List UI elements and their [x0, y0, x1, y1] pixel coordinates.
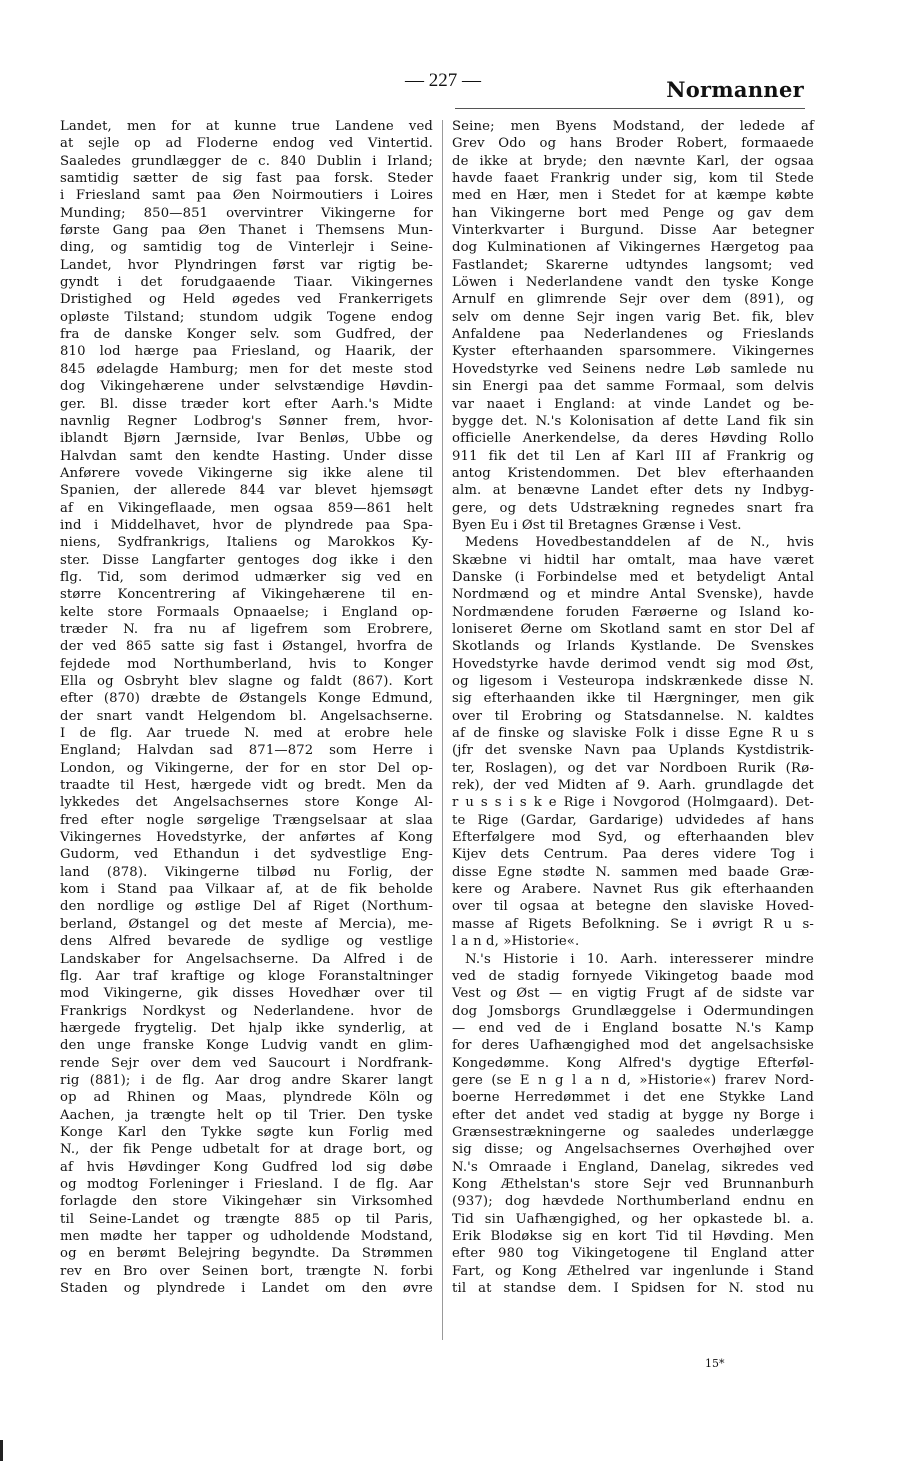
text-line: der ved 865 satte sig fast i Østangel, hvorfra de	[60, 639, 433, 655]
text-line: traadte til Hest, hærgede vidt og bredt. Men da	[60, 778, 433, 794]
text-line: var naaet i England: at vinde Landet og be-	[452, 396, 814, 412]
page-number: — 227 —	[405, 70, 481, 91]
text-line: Erik Blodøkse sig en kort Tid til Høvding. Men	[452, 1229, 814, 1244]
text-line: af hvis Høvdinger Kong Gudfred lod sig døbe	[60, 1159, 433, 1175]
text-line: dog Jomsborgs Grundlæggelse i Odermundingen	[452, 1003, 814, 1019]
printer-signature: 15*	[705, 1357, 725, 1370]
text-line: han Vikingerne bort med Penge og gav dem	[452, 205, 814, 221]
text-line: op ad Rhinen og Maas, plyndrede Köln og	[60, 1090, 433, 1106]
text-line: Aachen, ja trængte helt op til Trier. Den tyske	[60, 1107, 433, 1123]
text-line: Kijev dets Centrum. Paa deres videre Tog i	[452, 847, 814, 863]
right-column	[452, 118, 814, 1297]
text-line: land (878). Vikingerne tilbød nu Forlig, der	[60, 864, 433, 880]
text-line: fejdede mod Northumberland, hvis to Konger	[60, 656, 433, 672]
text-line: og modtog Forleninger i Friesland. I de flg. Aar	[60, 1176, 433, 1192]
column-divider	[442, 120, 443, 1340]
text-line: sig disse; og Angelsachsernes Overhøjhed over	[452, 1142, 814, 1158]
text-line: boerne Herredømmet i det ene Stykke Land	[452, 1090, 814, 1106]
text-line: navnlig Regner Lodbrog's Sønner frem, hvor-	[60, 413, 433, 429]
scan-edge-mark	[0, 1440, 3, 1461]
text-line: i Friesland samt paa Øen Noirmoutiers i Loires	[60, 188, 433, 204]
text-line: England; Halvdan sad 871—872 som Herre i	[60, 743, 433, 759]
text-line: Konge Karl den Tykke søgte kun Forlig med	[60, 1124, 433, 1140]
text-line: og en berømt Belejring begyndte. Da Strømmen	[60, 1246, 433, 1262]
text-line: havde faaet Frankrig under sig, kom til Stede	[452, 171, 814, 187]
text-line: over til Erobring og Statsdannelse. N. kaldtes	[452, 708, 814, 724]
text-line: disse Egne stødte N. sammen med baade Græ-	[452, 864, 814, 880]
text-line: kom i Stand paa Vilkaar af, at de fik beholde	[60, 882, 433, 898]
text-line: Hovedstyrke ved Seinens nedre Løb samlede nu	[452, 361, 814, 377]
text-line: til at standse dem. I Spidsen for N. stod nu	[452, 1281, 814, 1297]
text-line: ter, Roslagen), og det var Nordboen Rurik (Rø-	[452, 760, 814, 776]
text-line: rende Sejr over dem ved Saucourt i Nordfrank-	[60, 1055, 433, 1071]
text-line: med en Hær, men i Stedet for at kæmpe købte	[452, 188, 814, 204]
text-line: Staden og plyndrede i Landet om den øvre	[60, 1281, 433, 1297]
text-line: Nordmændene foruden Færøerne og Island ko-	[452, 604, 814, 620]
text-line: officielle Anerkendelse, da deres Høvding Rollo	[452, 431, 814, 447]
text-line: Spanien, der allerede 844 var blevet hjemsøgt	[60, 483, 433, 499]
text-line: — end ved de i England bosatte N.'s Kamp	[452, 1020, 814, 1036]
text-line: flg. Aar traf kraftige og kloge Foranstaltninger	[60, 968, 433, 984]
text-line: I de flg. Aar truede N. med at erobre hele	[60, 726, 433, 742]
text-line: niens, Sydfrankrigs, Italiens og Marokkos Ky-	[60, 535, 433, 551]
text-line: Danske (i Forbindelse med et betydeligt Antal	[452, 569, 814, 585]
text-line: Landet, hvor Plyndringen først var rigtig be-	[60, 257, 433, 273]
text-line: af de finske og slaviske Folk i disse Egne R u s	[452, 726, 814, 742]
text-line: men mødte her tapper og udholdende Modstand,	[60, 1229, 433, 1244]
text-line: ding, og samtidig tog de Vinterlejr i Seine-	[60, 240, 433, 256]
text-line: alm. at benævne Landet efter dets ny Indbyg-	[452, 483, 814, 499]
text-line: ved de stadig fornyede Vikingetog baade mod	[452, 968, 814, 984]
text-line: efter 980 tog Vikingetogene til England atter	[452, 1246, 814, 1262]
text-line: r u s s i s k e Rige i Novgorod (Holmgaard). Det-	[452, 795, 814, 811]
text-line: Saaledes grundlægger de c. 840 Dublin i Irland;	[60, 153, 433, 169]
text-line: iblandt Bjørn Jærnside, Ivar Benløs, Ubbe og	[60, 431, 433, 447]
left-column	[60, 118, 433, 1297]
text-line: te Rige (Gardar, Gardarige) udvidedes af hans	[452, 812, 814, 828]
text-line: Grev Odo og hans Broder Robert, formaaede	[452, 136, 814, 152]
text-line: at sejle op ad Floderne endog ved Vintertid.	[60, 136, 433, 152]
text-line: N., der fik Penge udbetalt for at drage bort, og	[60, 1142, 433, 1158]
text-line: Löwen i Nederlandene vandt den tyske Konge	[452, 275, 814, 291]
text-line: Vinterkvarter i Burgund. Disse Aar betegner	[452, 223, 814, 239]
text-line: Efterfølgere mod Syd, og efterhaanden blev	[452, 830, 814, 846]
text-line: efter (870) dræbte de Østangels Konge Edmund,	[60, 691, 433, 707]
text-line: forlagde den store Vikingehær sin Virksomhed	[60, 1194, 433, 1210]
text-line: den unge franske Konge Ludvig vandt en glim-	[60, 1038, 433, 1054]
header-rule	[455, 108, 805, 109]
text-line: Anfaldene paa Nederlandenes og Frieslands	[452, 327, 814, 343]
text-line: Anførere vovede Vikingerne sig ikke alene til	[60, 465, 433, 481]
text-line: loniseret Øerne om Skotland samt en stor Del af	[452, 621, 814, 637]
text-line: flg. Tid, som derimod udmærker sig ved en	[60, 569, 433, 585]
text-line: over til ogsaa at betegne den slaviske Hoved-	[452, 899, 814, 915]
text-line: sin Energi paa det samme Formaal, som delvis	[452, 379, 814, 395]
text-line: fra de danske Konger selv. som Gudfred, der	[60, 327, 433, 343]
text-line: masse af Rigets Befolkning. Se i øvrigt R u s-	[452, 916, 814, 932]
text-line: Skæbne vi hidtil har omtalt, maa have været	[452, 552, 814, 568]
text-line: Medens Hovedbestanddelen af de N., hvis	[465, 535, 814, 551]
text-line: berland, Østangel og det meste af Mercia), me-	[60, 916, 433, 932]
text-line: dog Vikingehærene under selvstændige Høvdin-	[60, 379, 433, 395]
text-line: samtidig sætter de sig fast paa forsk. Steder	[60, 171, 433, 187]
text-line: der snart vandt Helgendom bl. Angelsachserne.	[60, 708, 433, 724]
text-line: fred efter nogle sørgelige Trængselsaar at slaa	[60, 812, 433, 828]
text-line: større Koncentrering af Vikingehærene til en-	[60, 587, 433, 603]
text-line: 845 ødelagde Hamburg; men for det meste stod	[60, 361, 433, 377]
text-line: Arnulf en glimrende Sejr over dem (891), og	[452, 292, 814, 308]
text-line: Frankrigs Nordkyst og Nederlandene. hvor de	[60, 1003, 433, 1019]
text-line: for deres Uafhængighed mod det angelsachsiske	[452, 1038, 814, 1054]
text-line: Byen Eu i Øst til Bretagnes Grænse i Vest.	[452, 517, 742, 533]
page-header	[0, 0, 920, 110]
text-line: Nordmænd og et mindre Antal Svenske), havde	[452, 587, 814, 603]
text-line: (937); dog hævdede Northumberland endnu en	[452, 1194, 814, 1210]
text-line: Fart, og Kong Æthelred var ingenlunde i Stand	[452, 1263, 814, 1279]
text-line: træder N. fra nu af ligefrem som Erobrere,	[60, 621, 433, 637]
text-line: de ikke at bryde; den nævnte Karl, der ogsaa	[452, 153, 814, 169]
text-line: til Seine-Landet og trængte 885 op til Paris,	[60, 1211, 433, 1227]
text-line: Kyster efterhaanden sparsommere. Vikingernes	[452, 344, 814, 360]
text-line: kere og Arabere. Navnet Rus gik efterhaanden	[452, 882, 814, 898]
text-line: sig efterhaanden ikke til Hærgninger, men gik	[452, 691, 814, 707]
text-line: mod Vikingerne, gik disses Hovedhær over til	[60, 986, 433, 1002]
text-line: gere, og dets Udstrækning regnedes snart fra	[452, 500, 814, 516]
text-line: rek), der ved Midten af 9. Aarh. grundlagde det	[452, 778, 814, 794]
text-line: ger. Bl. disse træder kort efter Aarh.'s Midte	[60, 396, 433, 412]
text-line: gyndt i det forudgaaende Tiaar. Vikingernes	[60, 275, 433, 291]
text-line: Fastlandet; Skarerne udtyndes langsomt; ved	[452, 257, 814, 273]
text-line: af en Vikingeflaade, men ogsaa 859—861 helt	[60, 500, 433, 516]
text-line: 810 lod hærge paa Friesland, og Haarik, der	[60, 344, 433, 360]
text-line: dog Kulminationen af Vikingernes Hærgetog paa	[452, 240, 814, 256]
text-line: Vikingernes Hovedstyrke, der anførtes af Kong	[60, 830, 433, 846]
text-line: London, og Vikingerne, der for en stor Del op-	[60, 760, 433, 776]
text-line: 911 fik det til Len af Karl III af Frankrig og	[452, 448, 814, 464]
text-line: l a n d, »Historie«.	[452, 934, 580, 950]
text-line: Vest og Øst — en vigtig Frugt af de sidste var	[452, 986, 814, 1002]
text-line: Skotlands og Irlands Kystlande. De Svenskes	[452, 639, 814, 655]
text-line: Grænsestrækningerne og saaledes underlægge	[452, 1124, 814, 1140]
text-line: Kongedømme. Kong Alfred's dygtige Efterføl-	[452, 1055, 814, 1071]
text-line: bygge det. N.'s Kolonisation af dette Land fik sin	[452, 413, 814, 429]
text-line: den nordlige og østlige Del af Riget (Northum-	[60, 899, 433, 915]
text-line: Tid sin Uafhængighed, og her opkastede bl. a.	[452, 1211, 814, 1227]
text-line: Seine; men Byens Modstand, der ledede af	[452, 119, 814, 134]
text-line: (jfr det svenske Navn paa Uplands Kystdistrik-	[452, 743, 814, 759]
text-line: Landet, men for at kunne true Landene ved	[60, 119, 433, 134]
text-line: Munding; 850—851 overvintrer Vikingerne for	[60, 205, 433, 221]
text-line: første Gang paa Øen Thanet i Themsens Mun-	[60, 223, 433, 239]
text-line: opløste Tilstand; stundom udgik Togene endog	[60, 309, 433, 325]
text-line: Kong Æthelstan's store Sejr ved Brunnanburh	[452, 1176, 814, 1192]
text-line: rev en Bro over Seinen bort, trængte N. forbi	[60, 1263, 433, 1279]
text-line: hærgede frygtelig. Det hjalp ikke synderlig, at	[60, 1020, 433, 1036]
text-line: Ella og Osbryht blev slagne og faldt (867). Kort	[60, 674, 433, 689]
text-line: og ligesom i Vesteuropa indskrænkede disse N.	[452, 674, 814, 689]
text-line: ind i Middelhavet, hvor de plyndrede paa Spa-	[60, 517, 433, 533]
text-line: Hovedstyrke havde derimod vendt sig mod Øst,	[452, 656, 814, 672]
text-line: lykkedes det Angelsachsernes store Konge Al-	[60, 795, 433, 811]
text-line: gere (se E n g l a n d, »Historie«) frarev Nord-	[452, 1072, 814, 1088]
text-line: Landskaber for Angelsachserne. Da Alfred i de	[60, 951, 433, 967]
text-line: N.'s Omraade i England, Danelag, sikredes ved	[452, 1159, 814, 1175]
text-line: ster. Disse Langfarter gentoges dog ikke i den	[60, 552, 433, 568]
text-line: efter det andet ved stadig at bygge ny Borge i	[452, 1107, 814, 1123]
text-line: Gudorm, ved Ethandun i det sydvestlige Eng-	[60, 847, 433, 863]
text-line: antog Kristendommen. Det blev efterhaanden	[452, 465, 814, 481]
running-head: Normanner	[666, 77, 804, 102]
text-line: Halvdan samt den kendte Hasting. Under disse	[60, 448, 433, 464]
text-line: N.'s Historie i 10. Aarh. interesserer mindre	[465, 951, 814, 967]
text-line: Dristighed og Held øgedes ved Frankerrigets	[60, 292, 433, 308]
text-line: rig (881); i de flg. Aar drog andre Skarer langt	[60, 1072, 433, 1088]
text-line: dens Alfred bevarede de sydlige og vestlige	[60, 934, 433, 950]
text-line: kelte store Formaals Opnaaelse; i England op-	[60, 604, 433, 620]
text-line: selv om denne Sejr ingen varig Bet. fik, blev	[452, 309, 814, 325]
